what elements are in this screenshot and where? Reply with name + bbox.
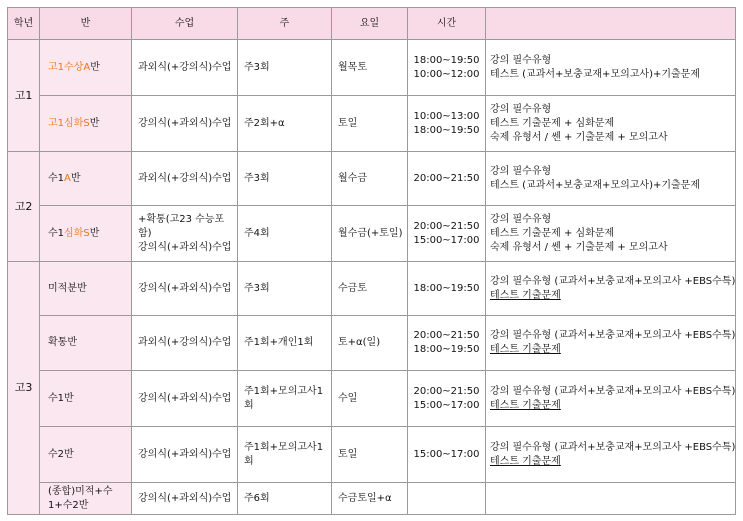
lesson-cell: 과외식(+강의식)수업 (132, 316, 238, 371)
lesson-cell: 과외식(+강의식)수업 (132, 40, 238, 96)
header-note (486, 8, 736, 40)
grade-cell: 고2 (8, 152, 40, 262)
table-row (8, 483, 736, 515)
note-cell: 강의 필수유형 (교과서+보충교재+모의고사 +EBS수특) 테스트 기출문제 (486, 371, 736, 427)
header-class: 반 (40, 8, 132, 40)
class-cell: 수1반 (40, 371, 132, 427)
day-cell: 토일 (332, 427, 408, 483)
class-cell: 수2반 (40, 427, 132, 483)
day-cell: 수금토일+α (332, 483, 408, 515)
time-cell: 20:00~21:50 (408, 152, 486, 206)
note-cell (486, 483, 736, 515)
class-cell: 미적분반 (40, 262, 132, 316)
week-cell: 주3회 (238, 152, 332, 206)
note-cell: 강의 필수유형 (교과서+보충교재+모의고사 +EBS수특) 테스트 기출문제 (486, 262, 736, 316)
lesson-cell: 강의식(+과외식)수업 (132, 262, 238, 316)
day-cell: 월수금 (332, 152, 408, 206)
lesson-cell: 강의식(+과외식)수업 (132, 483, 238, 515)
week-cell: 주2회+α (238, 96, 332, 152)
time-cell: 15:00~17:00 (408, 427, 486, 483)
time-cell (408, 483, 486, 515)
header-week: 주 (238, 8, 332, 40)
time-cell: 20:00~21:50 18:00~19:50 (408, 316, 486, 371)
week-cell: 주3회 (238, 40, 332, 96)
header-row (8, 8, 736, 40)
day-cell: 수금토 (332, 262, 408, 316)
table-row (8, 152, 736, 206)
lesson-cell: 강의식(+과외식)수업 (132, 96, 238, 152)
table-row (8, 427, 736, 483)
time-cell: 18:00~19:50 (408, 262, 486, 316)
header-time: 시간 (408, 8, 486, 40)
table-row (8, 40, 736, 96)
note-cell: 강의 필수유형 테스트 (교과서+보충교재+모의고사)+기출문제 (486, 152, 736, 206)
lesson-cell: 과외식(+강의식)수업 (132, 152, 238, 206)
class-schedule-table (7, 7, 736, 515)
note-cell: 강의 필수유형 (교과서+보충교재+모의고사 +EBS수특) 테스트 기출문제 (486, 316, 736, 371)
note-cell: 강의 필수유형 테스트 (교과서+보충교재+모의고사)+기출문제 (486, 40, 736, 96)
day-cell: 월목토 (332, 40, 408, 96)
time-cell: 20:00~21:50 15:00~17:00 (408, 371, 486, 427)
time-cell: 20:00~21:50 15:00~17:00 (408, 206, 486, 262)
class-cell: 확통반 (40, 316, 132, 371)
table-row (8, 96, 736, 152)
grade-cell: 고3 (8, 262, 40, 515)
table-row (8, 262, 736, 316)
week-cell: 주1회+개인1회 (238, 316, 332, 371)
note-cell: 강의 필수유형 테스트 기출문제 + 심화문제 숙제 유형서 / 쎈 + 기출문제 + 모의고사 (486, 96, 736, 152)
header-day: 요일 (332, 8, 408, 40)
day-cell: 토+α(일) (332, 316, 408, 371)
day-cell: 월수금(+토일) (332, 206, 408, 262)
class-cell: 수1심화S반 (40, 206, 132, 262)
note-cell: 강의 필수유형 테스트 기출문제 + 심화문제 숙제 유형서 / 쎈 + 기출문제 + 모의고사 (486, 206, 736, 262)
lesson-cell: +확통(고23 수능포함) 강의식(+과외식)수업 (132, 206, 238, 262)
table-row (8, 206, 736, 262)
week-cell: 주4회 (238, 206, 332, 262)
day-cell: 수일 (332, 371, 408, 427)
lesson-cell: 강의식(+과외식)수업 (132, 427, 238, 483)
day-cell: 토일 (332, 96, 408, 152)
class-cell: (종합)미적+수1+수2반 (40, 483, 132, 515)
class-cell: 고1심화S반 (40, 96, 132, 152)
week-cell: 주1회+모의고사1회 (238, 427, 332, 483)
class-cell: 수1A반 (40, 152, 132, 206)
lesson-cell: 강의식(+과외식)수업 (132, 371, 238, 427)
grade-cell: 고1 (8, 40, 40, 152)
week-cell: 주6회 (238, 483, 332, 515)
note-cell: 강의 필수유형 (교과서+보충교재+모의고사 +EBS수특) 테스트 기출문제 (486, 427, 736, 483)
time-cell: 10:00~13:00 18:00~19:50 (408, 96, 486, 152)
table-row (8, 371, 736, 427)
header-grade: 학년 (8, 8, 40, 40)
class-cell: 고1수상A반 (40, 40, 132, 96)
table-row (8, 316, 736, 371)
header-lesson: 수업 (132, 8, 238, 40)
time-cell: 18:00~19:50 10:00~12:00 (408, 40, 486, 96)
week-cell: 주1회+모의고사1회 (238, 371, 332, 427)
schedule-container (7, 7, 736, 515)
week-cell: 주3회 (238, 262, 332, 316)
